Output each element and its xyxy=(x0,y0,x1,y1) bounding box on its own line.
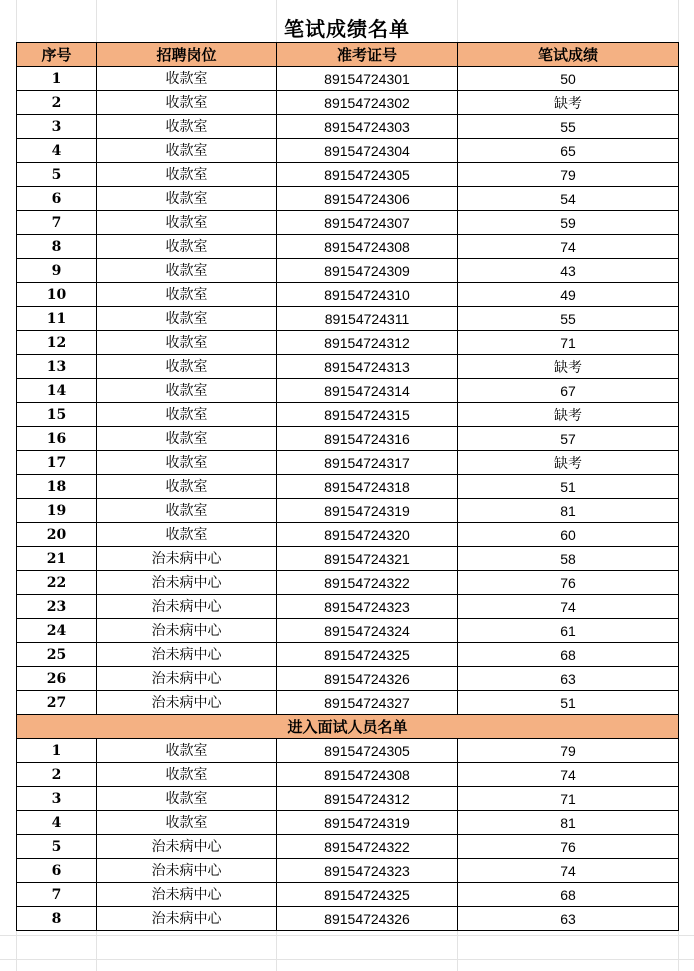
table-row xyxy=(17,283,679,307)
score-cell[interactable]: 63 xyxy=(458,907,679,931)
table-row xyxy=(17,259,679,283)
row-number-cell[interactable]: 15 xyxy=(17,403,97,427)
row-number-cell[interactable]: 24 xyxy=(17,619,97,643)
score-cell[interactable]: 68 xyxy=(458,883,679,907)
table-row xyxy=(17,451,679,475)
score-cell[interactable]: 缺考 xyxy=(458,451,679,475)
post-cell[interactable]: 治未病中心 xyxy=(97,691,277,715)
table-row xyxy=(17,475,679,499)
score-cell[interactable]: 67 xyxy=(458,379,679,403)
post-cell[interactable]: 治未病中心 xyxy=(97,835,277,859)
score-cell[interactable]: 49 xyxy=(458,283,679,307)
exam-id-cell[interactable]: 89154724311 xyxy=(277,307,458,331)
table-row xyxy=(17,763,679,787)
row-number-cell[interactable]: 16 xyxy=(17,427,97,451)
table-row xyxy=(17,547,679,571)
score-cell[interactable]: 65 xyxy=(458,139,679,163)
score-cell[interactable]: 79 xyxy=(458,163,679,187)
post-cell[interactable]: 收款室 xyxy=(97,739,277,763)
post-cell[interactable]: 收款室 xyxy=(97,403,277,427)
header-no[interactable]: 序号 xyxy=(17,43,97,67)
score-cell[interactable]: 54 xyxy=(458,187,679,211)
row-number-cell[interactable]: 17 xyxy=(17,451,97,475)
post-cell[interactable]: 收款室 xyxy=(97,475,277,499)
table-row xyxy=(17,211,679,235)
score-cell[interactable]: 缺考 xyxy=(458,403,679,427)
row-number-cell[interactable]: 10 xyxy=(17,283,97,307)
post-cell[interactable]: 治未病中心 xyxy=(97,643,277,667)
row-number-cell[interactable]: 27 xyxy=(17,691,97,715)
score-cell[interactable]: 81 xyxy=(458,811,679,835)
post-cell[interactable]: 收款室 xyxy=(97,331,277,355)
exam-id-cell[interactable]: 89154724302 xyxy=(277,91,458,115)
exam-id-cell[interactable]: 89154724323 xyxy=(277,859,458,883)
post-cell[interactable]: 收款室 xyxy=(97,115,277,139)
post-cell[interactable]: 收款室 xyxy=(97,187,277,211)
score-cell[interactable]: 55 xyxy=(458,115,679,139)
section-title[interactable]: 进入面试人员名单 xyxy=(17,715,679,739)
score-cell[interactable]: 74 xyxy=(458,859,679,883)
interview-rows xyxy=(17,739,679,931)
header-row xyxy=(17,43,679,67)
table-row xyxy=(17,331,679,355)
table-row xyxy=(17,427,679,451)
exam-id-cell[interactable]: 89154724306 xyxy=(277,187,458,211)
post-cell[interactable]: 治未病中心 xyxy=(97,667,277,691)
score-cell[interactable]: 68 xyxy=(458,643,679,667)
exam-id-cell[interactable]: 89154724314 xyxy=(277,379,458,403)
exam-id-cell[interactable]: 89154724320 xyxy=(277,523,458,547)
row-number-cell[interactable]: 5 xyxy=(17,835,97,859)
row-number-cell[interactable]: 1 xyxy=(17,739,97,763)
table-row xyxy=(17,163,679,187)
score-cell[interactable]: 60 xyxy=(458,523,679,547)
score-cell[interactable]: 57 xyxy=(458,427,679,451)
post-cell[interactable]: 收款室 xyxy=(97,451,277,475)
score-cell[interactable]: 59 xyxy=(458,211,679,235)
row-number-cell[interactable]: 19 xyxy=(17,499,97,523)
score-cell[interactable]: 缺考 xyxy=(458,91,679,115)
header-score[interactable]: 笔试成绩 xyxy=(458,43,679,67)
exam-id-cell[interactable]: 89154724308 xyxy=(277,763,458,787)
post-cell[interactable]: 治未病中心 xyxy=(97,859,277,883)
score-rows xyxy=(17,67,679,715)
row-number-cell[interactable]: 6 xyxy=(17,187,97,211)
exam-id-cell[interactable]: 89154724325 xyxy=(277,883,458,907)
exam-id-cell[interactable]: 89154724321 xyxy=(277,547,458,571)
exam-id-cell[interactable]: 89154724324 xyxy=(277,619,458,643)
post-cell[interactable]: 收款室 xyxy=(97,259,277,283)
header-post[interactable]: 招聘岗位 xyxy=(97,43,277,67)
table-row xyxy=(17,355,679,379)
score-cell[interactable]: 51 xyxy=(458,475,679,499)
score-cell[interactable]: 55 xyxy=(458,307,679,331)
exam-id-cell[interactable]: 89154724308 xyxy=(277,235,458,259)
score-cell[interactable]: 43 xyxy=(458,259,679,283)
post-cell[interactable]: 收款室 xyxy=(97,163,277,187)
score-cell[interactable]: 74 xyxy=(458,595,679,619)
post-cell[interactable]: 收款室 xyxy=(97,307,277,331)
table-row xyxy=(17,187,679,211)
table-row xyxy=(17,139,679,163)
row-number-cell[interactable]: 5 xyxy=(17,163,97,187)
exam-id-cell[interactable]: 89154724312 xyxy=(277,787,458,811)
exam-id-cell[interactable]: 89154724305 xyxy=(277,739,458,763)
post-cell[interactable]: 收款室 xyxy=(97,355,277,379)
table-row xyxy=(17,883,679,907)
exam-id-cell[interactable]: 89154724317 xyxy=(277,451,458,475)
table-row xyxy=(17,907,679,931)
page-title: 笔试成绩名单 xyxy=(284,17,410,41)
post-cell[interactable]: 治未病中心 xyxy=(97,619,277,643)
post-cell[interactable]: 收款室 xyxy=(97,763,277,787)
row-number-cell[interactable]: 22 xyxy=(17,571,97,595)
table-row xyxy=(17,67,679,91)
exam-id-cell[interactable]: 89154724305 xyxy=(277,163,458,187)
table-row xyxy=(17,667,679,691)
score-cell[interactable]: 63 xyxy=(458,667,679,691)
table-row xyxy=(17,307,679,331)
table-row xyxy=(17,595,679,619)
row-number-cell[interactable]: 25 xyxy=(17,643,97,667)
post-cell[interactable]: 治未病中心 xyxy=(97,883,277,907)
row-number-cell[interactable]: 12 xyxy=(17,331,97,355)
post-cell[interactable]: 收款室 xyxy=(97,283,277,307)
exam-id-cell[interactable]: 89154724322 xyxy=(277,571,458,595)
table-row xyxy=(17,91,679,115)
table-row xyxy=(17,643,679,667)
section-row xyxy=(17,715,679,739)
score-cell[interactable]: 71 xyxy=(458,787,679,811)
exam-id-cell[interactable]: 89154724322 xyxy=(277,835,458,859)
exam-id-cell[interactable]: 89154724310 xyxy=(277,283,458,307)
score-cell[interactable]: 79 xyxy=(458,739,679,763)
score-cell[interactable]: 76 xyxy=(458,571,679,595)
row-number-cell[interactable]: 8 xyxy=(17,235,97,259)
exam-id-cell[interactable]: 89154724313 xyxy=(277,355,458,379)
row-number-cell[interactable]: 6 xyxy=(17,859,97,883)
table-row xyxy=(17,859,679,883)
table-row xyxy=(17,787,679,811)
table-row xyxy=(17,619,679,643)
exam-id-cell[interactable]: 89154724323 xyxy=(277,595,458,619)
exam-id-cell[interactable]: 89154724327 xyxy=(277,691,458,715)
row-number-cell[interactable]: 1 xyxy=(17,67,97,91)
post-cell[interactable]: 收款室 xyxy=(97,91,277,115)
exam-id-cell[interactable]: 89154724312 xyxy=(277,331,458,355)
row-number-cell[interactable]: 23 xyxy=(17,595,97,619)
exam-id-cell[interactable]: 89154724326 xyxy=(277,907,458,931)
table-row xyxy=(17,523,679,547)
exam-id-cell[interactable]: 89154724307 xyxy=(277,211,458,235)
score-cell[interactable]: 74 xyxy=(458,763,679,787)
exam-id-cell[interactable]: 89154724301 xyxy=(277,67,458,91)
table-row xyxy=(17,691,679,715)
exam-id-cell[interactable]: 89154724304 xyxy=(277,139,458,163)
score-cell[interactable]: 61 xyxy=(458,619,679,643)
exam-id-cell[interactable]: 89154724316 xyxy=(277,427,458,451)
row-number-cell[interactable]: 13 xyxy=(17,355,97,379)
exam-id-cell[interactable]: 89154724309 xyxy=(277,259,458,283)
score-cell[interactable]: 缺考 xyxy=(458,355,679,379)
score-cell[interactable]: 51 xyxy=(458,691,679,715)
score-cell[interactable]: 81 xyxy=(458,499,679,523)
exam-id-cell[interactable]: 89154724325 xyxy=(277,643,458,667)
post-cell[interactable]: 收款室 xyxy=(97,139,277,163)
score-cell[interactable]: 50 xyxy=(458,67,679,91)
score-cell[interactable]: 74 xyxy=(458,235,679,259)
post-cell[interactable]: 收款室 xyxy=(97,499,277,523)
post-cell[interactable]: 收款室 xyxy=(97,811,277,835)
table-row xyxy=(17,403,679,427)
exam-id-cell[interactable]: 89154724303 xyxy=(277,115,458,139)
post-cell[interactable]: 收款室 xyxy=(97,787,277,811)
post-cell[interactable]: 收款室 xyxy=(97,523,277,547)
post-cell[interactable]: 收款室 xyxy=(97,235,277,259)
score-cell[interactable]: 58 xyxy=(458,547,679,571)
exam-id-cell[interactable]: 89154724326 xyxy=(277,667,458,691)
row-number-cell[interactable]: 7 xyxy=(17,883,97,907)
post-cell[interactable]: 收款室 xyxy=(97,67,277,91)
row-number-cell[interactable]: 20 xyxy=(17,523,97,547)
post-cell[interactable]: 治未病中心 xyxy=(97,571,277,595)
row-number-cell[interactable]: 18 xyxy=(17,475,97,499)
table-row xyxy=(17,811,679,835)
post-cell[interactable]: 治未病中心 xyxy=(97,595,277,619)
exam-id-cell[interactable]: 89154724315 xyxy=(277,403,458,427)
table-row xyxy=(17,379,679,403)
row-number-cell[interactable]: 14 xyxy=(17,379,97,403)
row-number-cell[interactable]: 2 xyxy=(17,763,97,787)
table-row xyxy=(17,571,679,595)
row-number-cell[interactable]: 21 xyxy=(17,547,97,571)
score-table xyxy=(16,42,679,931)
exam-id-cell[interactable]: 89154724318 xyxy=(277,475,458,499)
score-cell[interactable]: 76 xyxy=(458,835,679,859)
row-number-cell[interactable]: 2 xyxy=(17,91,97,115)
post-cell[interactable]: 治未病中心 xyxy=(97,547,277,571)
score-cell[interactable]: 71 xyxy=(458,331,679,355)
row-number-cell[interactable]: 11 xyxy=(17,307,97,331)
table-row xyxy=(17,115,679,139)
row-number-cell[interactable]: 4 xyxy=(17,139,97,163)
post-cell[interactable]: 收款室 xyxy=(97,211,277,235)
exam-id-cell[interactable]: 89154724319 xyxy=(277,499,458,523)
row-number-cell[interactable]: 8 xyxy=(17,907,97,931)
row-number-cell[interactable]: 4 xyxy=(17,811,97,835)
row-number-cell[interactable]: 3 xyxy=(17,115,97,139)
row-number-cell[interactable]: 7 xyxy=(17,211,97,235)
table-row xyxy=(17,235,679,259)
table-row xyxy=(17,835,679,859)
row-number-cell[interactable]: 9 xyxy=(17,259,97,283)
post-cell[interactable]: 收款室 xyxy=(97,379,277,403)
row-number-cell[interactable]: 26 xyxy=(17,667,97,691)
row-number-cell[interactable]: 3 xyxy=(17,787,97,811)
table-row xyxy=(17,499,679,523)
post-cell[interactable]: 治未病中心 xyxy=(97,907,277,931)
exam-id-cell[interactable]: 89154724319 xyxy=(277,811,458,835)
table-row xyxy=(17,739,679,763)
header-exam-id[interactable]: 准考证号 xyxy=(277,43,458,67)
post-cell[interactable]: 收款室 xyxy=(97,427,277,451)
